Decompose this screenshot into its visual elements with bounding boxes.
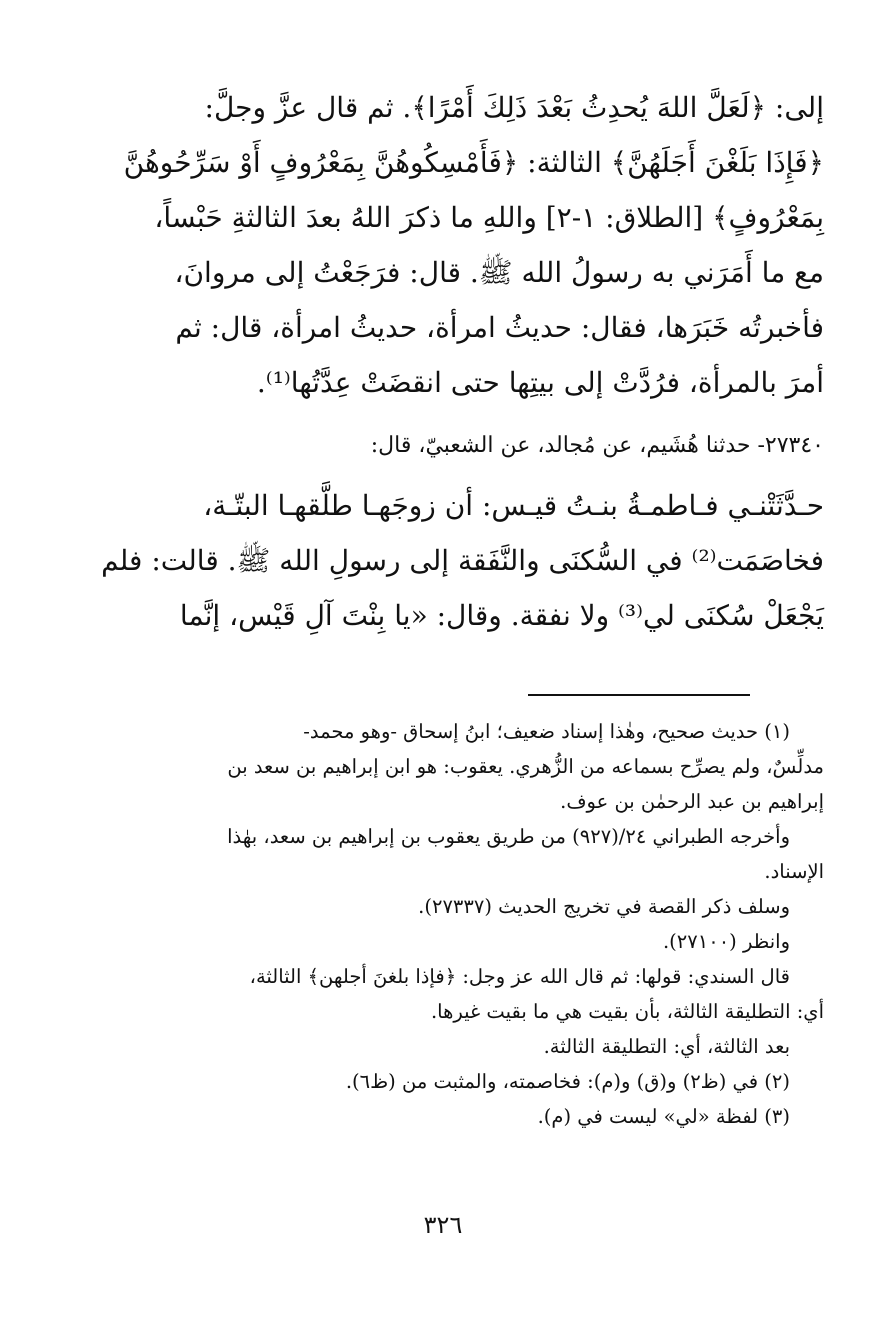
- footnote-line: أي: التطليقة الثالثة، بأن بقيت هي ما بقيت غيرها.: [430, 1000, 824, 1023]
- main-text-line: فأخبرتُه خَبَرَها، فقال: حديثُ امرأة، حديثُ امرأة، قال: ثم: [175, 311, 824, 344]
- main-text-line: ﴿فَإِذَا بَلَغْنَ أَجَلَهُنَّ﴾ الثالثة: ﴿فَأَمْسِكُوهُنَّ بِمَعْرُوفٍ أَوْ سَرِّحُوهُنَّ: [123, 146, 824, 179]
- main-text-line: مع ما أَمَرَني به رسولُ الله ﷺ. قال: فرَجَعْتُ إلى مروانَ،: [174, 256, 824, 289]
- footnote-line: الإسناد.: [764, 860, 824, 883]
- footnote-line: بعد الثالثة، أي: التطليقة الثالثة.: [543, 1035, 790, 1058]
- main-text-block: [62, 80, 824, 410]
- footnote-line: (١) حديث صحيح، وهٰذا إسناد ضعيف؛ ابنُ إسحاق -وهو محمد-: [303, 720, 790, 743]
- main-text-line: إلى: ﴿لَعَلَّ اللهَ يُحدِثُ بَعْدَ ذَلِكَ أَمْرًا﴾. ثم قال عزَّ وجلَّ:: [204, 91, 824, 124]
- footnote-2: (٢) في (ظ٢) و(ق) و(م): فخاصمته، والمثبت من (ظ٦).: [345, 1070, 790, 1093]
- footnote-line: وانظر (٢٧١٠٠).: [662, 930, 790, 953]
- page-number: ٣٢٦: [423, 1211, 463, 1239]
- footnote-3: (٣) لفظة «لي» ليست في (م).: [537, 1105, 790, 1128]
- footnote-line: وسلف ذكر القصة في تخريج الحديث (٢٧٣٣٧).: [418, 895, 790, 918]
- hadith-chain-header: ٢٧٣٤٠- حدثنا هُشَيم، عن مُجالد، عن الشعبيّ، قال:: [370, 433, 824, 458]
- hadith-text-block: [62, 478, 824, 643]
- footnote-line: مدلِّسٌ، ولم يصرِّح بسماعه من الزُّهري. يعقوب: هو ابن إبراهيم بن سعد بن: [227, 755, 824, 778]
- footnote-line: وأخرجه الطبراني ٢٤/(٩٢٧) من طريق يعقوب بن إبراهيم بن سعد، بهٰذا: [227, 825, 790, 848]
- footnotes-block: [62, 714, 824, 1134]
- main-text-line: بِمَعْرُوفٍ﴾ [الطلاق: ١-٢] واللهِ ما ذكرَ اللهُ بعدَ الثالثةِ حَبْساً،: [154, 201, 824, 234]
- hadith-text-line: حـدَّثَتْنـي فـاطمـةُ بنـتُ قيـس: أن زوجَهـا طلَّقهـا البتّـة،: [203, 489, 824, 522]
- footnote-line: إبراهيم بن عبد الرحمٰن بن عوف.: [560, 790, 824, 813]
- footnote-line: قال السندي: قولها: ثم قال الله عز وجل: ﴿فإذا بلغنَ أجلهن﴾ الثالثة،: [249, 965, 790, 988]
- hadith-text-line: يَجْعَلْ سُكنَى لي⁽³⁾ ولا نفقة. وقال: «يا بِنْتَ آلِ قَيْس، إنَّما: [179, 599, 824, 632]
- footnote-divider: [528, 694, 750, 696]
- hadith-text-line: فخاصَمَت⁽²⁾ في السُّكنَى والنَّفَقة إلى رسولِ الله ﷺ. قالت: فلم: [101, 544, 824, 577]
- main-text-line: أمرَ بالمرأة، فرُدَّتْ إلى بيتِها حتى انقضَتْ عِدَّتُها⁽¹⁾.: [256, 366, 824, 399]
